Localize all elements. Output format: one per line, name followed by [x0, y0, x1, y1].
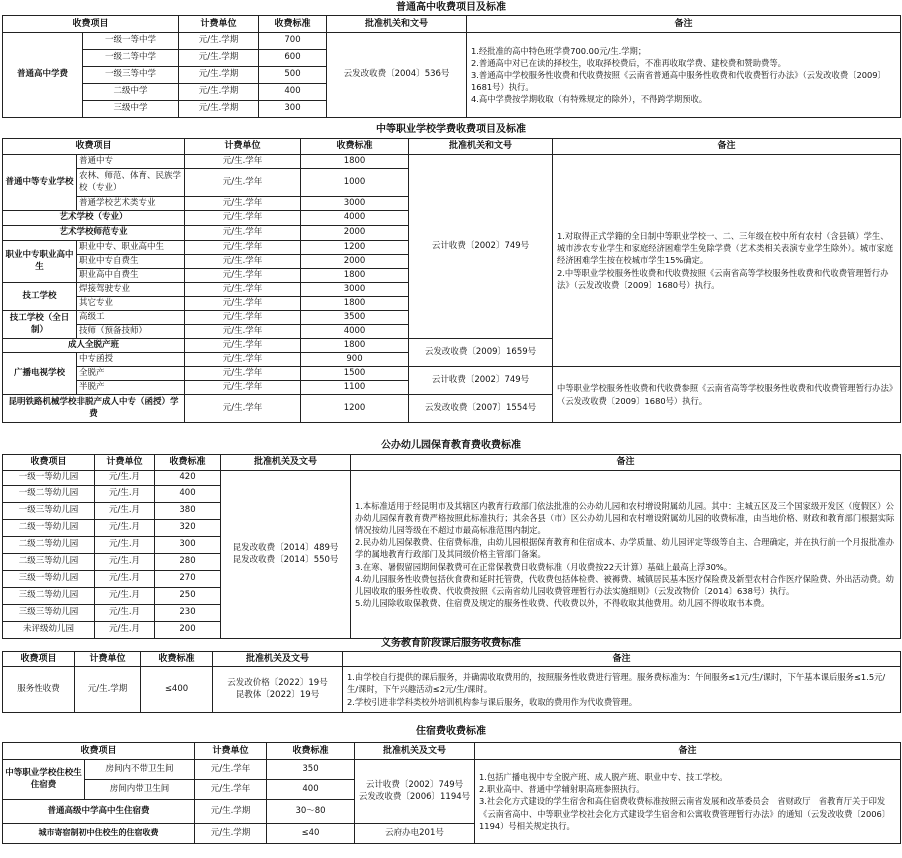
item-cell: 普通中专 — [77, 155, 185, 169]
header-unit: 计费单位 — [185, 139, 301, 155]
unit-cell: 元/生.学年 — [185, 367, 301, 381]
approval-line: 昆发改收费〔2014〕489号 — [232, 543, 339, 554]
note-line: 2.普通高中对已在读的择校生，收取择校费后，不准再收取学费、建校费和赞助费等。 — [471, 57, 786, 68]
header-item: 收费项目 — [3, 139, 185, 155]
header-unit: 计费单位 — [75, 652, 141, 667]
header-fee: 收费标准 — [267, 743, 355, 760]
header-notes: 备注 — [467, 16, 901, 33]
header-approval: 批准机关和文号 — [327, 16, 467, 33]
note-line: 2.职业高中、普通中学辅射职高班参照执行。 — [479, 784, 645, 795]
item-cell: 全脱产 — [77, 367, 185, 381]
fee-cell: 900 — [301, 353, 409, 367]
item-cell: 半脱产 — [77, 381, 185, 395]
item-cell: 一级二等中学 — [83, 50, 179, 67]
fee-cell: 30～80 — [267, 800, 355, 824]
header-notes: 备注 — [553, 139, 901, 155]
approval-cell: 云计收费〔2002〕749号 — [409, 155, 553, 339]
item-cell: 二级三等幼儿园 — [3, 554, 95, 571]
approval-line: 云计收费〔2002〕749号 — [365, 780, 464, 791]
note-line: 3.社会化方式建设的学生宿舍和高住宿费收费标准按照云南省发展和改革委员会 省财政厅 省教育厅关于印发《云南省高中、中等职业学校社会化方式建设学生宿舍和公寓收费管理暂行办法》的通知（云发改收费〔2006〕1194）号相关规定执行。 — [479, 796, 891, 831]
fee-cell: 1800 — [301, 269, 409, 283]
fee-cell: 320 — [155, 520, 221, 537]
unit-cell: 元/生.学年 — [185, 297, 301, 311]
unit-cell: 元/生.学期 — [179, 50, 259, 67]
approval-line: 云发改收费〔2006〕1194号 — [358, 791, 471, 802]
unit-cell: 元/生.学年 — [185, 255, 301, 269]
notes-cell — [475, 760, 901, 844]
item-cell: 中专函授 — [77, 353, 185, 367]
unit-cell: 元/生.学期 — [179, 84, 259, 101]
unit-cell: 元/生.月 — [95, 471, 155, 486]
item-cell: 普通学校艺术类专业 — [77, 197, 185, 211]
fee-cell: 270 — [155, 571, 221, 588]
approval-line: 云发改价格〔2022〕19号 — [227, 678, 328, 689]
note-line: 1.包括广播电视中专全脱产班、成人脱产班、职业中专、技工学校。 — [479, 772, 728, 783]
header-unit: 计费单位 — [95, 455, 155, 471]
unit-cell: 元/生.学年 — [195, 760, 267, 780]
notes-cell — [343, 667, 901, 713]
header-fee: 收费标准 — [141, 652, 213, 667]
note-line: 3.在寒、暑假留园期间保教费可在正常保教费日收费标准（月收费按22天计算）基础上最高上浮30%。 — [355, 561, 733, 572]
header-fee: 收费标准 — [259, 16, 327, 33]
header-approval: 批准机关及文号 — [221, 455, 351, 471]
note-line: 1.经批准的高中特色班学费700.00元/生.学期； — [471, 45, 647, 56]
fee-cell: 1500 — [301, 367, 409, 381]
item-cell: 三级三等幼儿园 — [3, 605, 95, 622]
item-cell: 服务性收费 — [3, 667, 75, 713]
item-cell: 焊接驾驶专业 — [77, 283, 185, 297]
unit-cell: 元/生.月 — [95, 537, 155, 554]
section-title: 公办幼儿园保育教育费收费标准 — [381, 440, 521, 451]
fee-cell: 1200 — [301, 241, 409, 255]
high-school-table — [2, 15, 901, 118]
item-cell: 职业中专自费生 — [77, 255, 185, 269]
unit-cell: 元/生.月 — [95, 605, 155, 622]
vocational-table — [2, 138, 901, 423]
fee-cell: 1200 — [301, 395, 409, 423]
unit-cell: 元/生.学年 — [195, 780, 267, 800]
item-cell: 未评级幼儿园 — [3, 622, 95, 639]
unit-cell: 元/生.月 — [95, 520, 155, 537]
fee-cell: 1000 — [301, 169, 409, 197]
unit-cell: 元/生.学期 — [179, 101, 259, 118]
note-line: 2.民办幼儿园保教费、住宿费标准，由幼儿园根据保育教育和住宿成本、办学质量、幼儿园评定等级等自主、合理确定，并在执行前一个月报批准办学的属地教育行政部门及其同级价格主管部门备案。 — [355, 537, 894, 560]
item-cell: 昆明铁路机械学校非脱产成人中专（函授）学费 — [3, 395, 185, 423]
after-school-table — [2, 651, 901, 713]
fee-cell: 1800 — [301, 339, 409, 353]
fee-cell: 4000 — [301, 211, 409, 226]
approval-cell: 云发改收费〔2007〕1554号 — [409, 395, 553, 423]
header-approval: 批准机关及文号 — [213, 652, 343, 667]
fee-cell: 2000 — [301, 255, 409, 269]
approval-line: 昆教体〔2022〕19号 — [235, 689, 320, 700]
notes-cell: 中等职业学校服务性收费和代收费参照《云南省高等学校服务性收费和代收费管理暂行办法》（云发改收费〔2009〕1680号）执行。 — [553, 367, 901, 423]
section-title: 住宿费收费标准 — [416, 726, 486, 737]
unit-cell: 元/生.学年 — [185, 169, 301, 197]
unit-cell: 元/生.学年 — [185, 269, 301, 283]
item-cell: 艺术学校（专业） — [3, 211, 185, 226]
fee-cell: 230 — [155, 605, 221, 622]
note-line: 2.学校引进非学科类校外培训机构参与课后服务，收取的费用作为代收费管理。 — [347, 696, 638, 707]
note-line: 3.普通高中学校服务性收费和代收费按照《云南省普通高中服务性收费和代收费暂行办法》（云发改收费〔2009〕1681号）执行。 — [471, 69, 886, 92]
notes-cell — [467, 33, 901, 118]
fee-cell: 700 — [259, 33, 327, 50]
header-notes: 备注 — [343, 652, 901, 667]
unit-cell: 元/生.学期 — [195, 824, 267, 844]
fee-cell: 400 — [267, 780, 355, 800]
kindergarten-table — [2, 454, 901, 639]
fee-cell: 2000 — [301, 226, 409, 241]
header-approval: 批准机关及文号 — [355, 743, 475, 760]
group-cell: 技工学校 — [3, 283, 77, 311]
header-unit: 计费单位 — [179, 16, 259, 33]
item-cell: 农林、师范、体育、民族学校（专业） — [77, 169, 185, 197]
item-cell: 其它专业 — [77, 297, 185, 311]
fee-cell: 250 — [155, 588, 221, 605]
approval-cell — [355, 760, 475, 824]
header-item: 收费项目 — [3, 455, 95, 471]
unit-cell: 元/生.学年 — [185, 155, 301, 169]
unit-cell: 元/生.学期 — [75, 667, 141, 713]
section-title: 普通高中收费项目及标准 — [396, 2, 506, 13]
item-cell: 城市寄宿制初中住校生的住宿收费 — [3, 824, 195, 844]
fee-cell: 4000 — [301, 325, 409, 339]
unit-cell: 元/生.学年 — [185, 211, 301, 226]
unit-cell: 元/生.学年 — [185, 241, 301, 255]
note-line: 1.由学校自行提供的课后服务，并确需收取费用的，按照服务性收费进行管理。服务费标准为：午间服务≤1元/生/课时，下午基本课后服务≤1.5元/生/课时，下午兴趣活动≤2元/生/课时。 — [347, 672, 886, 695]
header-unit: 计费单位 — [195, 743, 267, 760]
unit-cell: 元/生.学年 — [185, 381, 301, 395]
unit-cell: 元/生.学期 — [179, 33, 259, 50]
item-cell: 高级工 — [77, 311, 185, 325]
section-title: 中等职业学校学费收费项目及标准 — [376, 124, 526, 135]
item-cell: 职业中专、职业高中生 — [77, 241, 185, 255]
unit-cell: 元/生.学年 — [185, 325, 301, 339]
unit-cell: 元/生.月 — [95, 554, 155, 571]
fee-cell: 3500 — [301, 311, 409, 325]
unit-cell: 元/生.月 — [95, 503, 155, 520]
note-line: 4.幼儿园服务性收费包括伙食费和延时托管费，代收费包括体检费、被褥费、城镇居民基本医疗保险费及新型农村合作医疗保险费、外出活动费。幼儿园收取的服务性收费、代收费按照《云南省幼儿园收费管理暂行办法实施细则》（云发改物价〔2014〕638号）执行。 — [355, 573, 894, 596]
unit-cell: 元/生.学年 — [185, 395, 301, 423]
item-cell: 二级一等幼儿园 — [3, 520, 95, 537]
approval-cell — [213, 667, 343, 713]
notes-cell — [553, 155, 901, 367]
header-item: 收费项目 — [3, 16, 179, 33]
fee-cell: 3000 — [301, 283, 409, 297]
fee-cell: 280 — [155, 554, 221, 571]
fee-cell: 1800 — [301, 155, 409, 169]
header-notes: 备注 — [351, 455, 901, 471]
item-cell: 一级三等幼儿园 — [3, 503, 95, 520]
fee-cell: 500 — [259, 67, 327, 84]
unit-cell: 元/生.月 — [95, 486, 155, 503]
header-item: 收费项目 — [3, 743, 195, 760]
item-cell: 三级二等幼儿园 — [3, 588, 95, 605]
approval-cell: 云发改收费〔2004〕536号 — [327, 33, 467, 118]
unit-cell: 元/生.学年 — [185, 226, 301, 241]
fee-cell: 300 — [155, 537, 221, 554]
item-cell: 三级中学 — [83, 101, 179, 118]
fee-cell: 3000 — [301, 197, 409, 211]
item-cell: 房间内带卫生间 — [85, 780, 195, 800]
unit-cell: 元/生.学年 — [185, 353, 301, 367]
fee-cell: 1800 — [301, 297, 409, 311]
item-cell: 一级一等幼儿园 — [3, 471, 95, 486]
unit-cell: 元/生.学年 — [185, 283, 301, 297]
header-fee: 收费标准 — [155, 455, 221, 471]
group-cell: 技工学校（全日制） — [3, 311, 77, 339]
approval-cell: 云府办电201号 — [355, 824, 475, 844]
item-cell: 三级一等幼儿园 — [3, 571, 95, 588]
fee-cell: 420 — [155, 471, 221, 486]
header-item: 收费项目 — [3, 652, 75, 667]
group-cell: 职业中专职业高中生 — [3, 241, 77, 283]
note-line: 4.高中学费按学期收取（有特殊规定的除外），不得跨学期预收。 — [471, 94, 708, 105]
unit-cell: 元/生.月 — [95, 622, 155, 639]
unit-cell: 元/生.学年 — [185, 339, 301, 353]
item-cell: 二级中学 — [83, 84, 179, 101]
unit-cell: 元/生.学期 — [195, 800, 267, 824]
item-cell: 一级二等幼儿园 — [3, 486, 95, 503]
section-title: 义务教育阶段课后服务收费标准 — [381, 638, 521, 649]
item-cell: 一级一等中学 — [83, 33, 179, 50]
item-cell: 一级三等中学 — [83, 67, 179, 84]
unit-cell: 元/生.学期 — [179, 67, 259, 84]
fee-cell: 380 — [155, 503, 221, 520]
notes-cell — [351, 471, 901, 639]
approval-cell — [221, 471, 351, 639]
item-cell: 职业高中自费生 — [77, 269, 185, 283]
approval-line: 昆发改收费〔2014〕550号 — [232, 554, 339, 565]
approval-cell: 云计收费〔2002〕749号 — [409, 367, 553, 395]
unit-cell: 元/生.月 — [95, 588, 155, 605]
fee-cell: 400 — [259, 84, 327, 101]
item-cell: 成人全脱产班 — [3, 339, 185, 353]
fee-cell: 400 — [155, 486, 221, 503]
group-cell: 中等职业学校住校生住宿费 — [3, 760, 85, 800]
fee-cell: 350 — [267, 760, 355, 780]
note-line: 2.中等职业学校服务性收费和代收费按照《云南省高等学校服务性收费和代收费管理暂行办法》（云发改收费〔2009〕1680号）执行。 — [557, 267, 889, 290]
header-fee: 收费标准 — [301, 139, 409, 155]
fee-cell: 200 — [155, 622, 221, 639]
unit-cell: 元/生.月 — [95, 571, 155, 588]
approval-cell: 云发改收费〔2009〕1659号 — [409, 339, 553, 367]
note-line: 5.幼儿园除收取保教费、住宿费及规定的服务性收费、代收费以外，不得收取其他费用。幼儿园不得收取书本费。 — [355, 597, 770, 608]
fee-cell: 600 — [259, 50, 327, 67]
group-cell: 广播电视学校 — [3, 353, 77, 395]
lodging-table — [2, 742, 901, 844]
fee-cell: ≤40 — [267, 824, 355, 844]
note-line: 1.本标准适用于经昆明市及其辖区内教育行政部门依法批准的公办幼儿园和农村增设附属幼儿园。其中：主城五区及三个国家级开发区（度假区）公办幼儿园保育教育费严格按照此标准执行；其余各县（市）区公办幼儿园和农村增设附属幼儿园的收费标准，由当地价格、财政和教育部门根据实际情况按幼儿园等级在不超过市最高标准范围内制定。 — [355, 501, 895, 536]
unit-cell: 元/生.学年 — [185, 197, 301, 211]
group-cell: 普通中等专业学校 — [3, 155, 77, 211]
item-cell: 艺术学校师范专业 — [3, 226, 185, 241]
item-cell: 二级二等幼儿园 — [3, 537, 95, 554]
item-cell: 技师（预备技师） — [77, 325, 185, 339]
fee-cell: 300 — [259, 101, 327, 118]
fee-cell: 1100 — [301, 381, 409, 395]
header-notes: 备注 — [475, 743, 901, 760]
note-line: 1.对取得正式学籍的全日制中等职业学校一、二、三年级在校中所有农村（含县镇）学生、城市涉农专业学生和家庭经济困难学生免除学费（艺术类相关表演专业学生除外）。城市家庭经济困难学生按在校城市学生15%确定。 — [557, 231, 894, 266]
item-cell: 普通高级中学高中生住宿费 — [3, 800, 195, 824]
category-cell: 普通高中学费 — [3, 33, 83, 118]
header-approval: 批准机关和文号 — [409, 139, 553, 155]
item-cell: 房间内不带卫生间 — [85, 760, 195, 780]
unit-cell: 元/生.学年 — [185, 311, 301, 325]
fee-cell: ≤400 — [141, 667, 213, 713]
